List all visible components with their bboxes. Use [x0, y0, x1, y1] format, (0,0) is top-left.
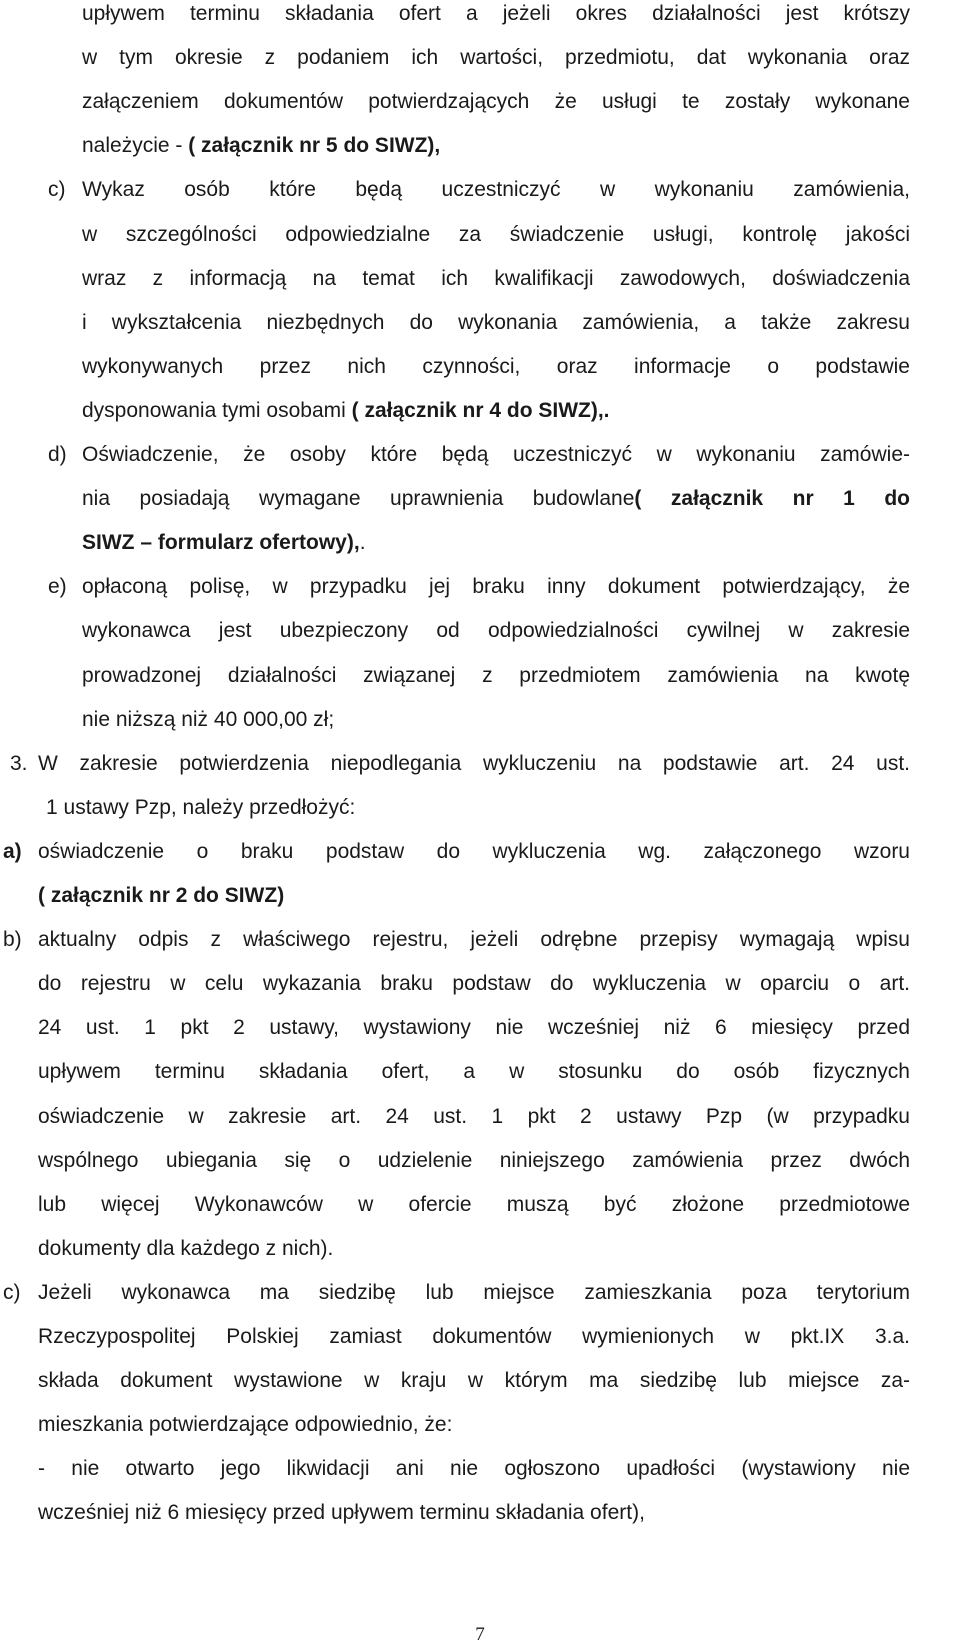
list-marker: a): [3, 840, 22, 863]
text-line: [82, 265, 910, 293]
text-line: [82, 485, 910, 513]
text-span: wcześniej niż 6 miesięcy przed upływem terminu składania ofert),: [38, 1501, 645, 1524]
text-line: [82, 662, 910, 690]
text-span: W zakresie potwierdzenia niepodlegania wykluczeniu na podstawie art. 24 ust.: [38, 752, 910, 775]
text-line: [38, 1014, 910, 1042]
text-span: aktualny odpis z właściwego rejestru, jeżeli odrębne przepisy wymagają wpisu: [38, 928, 910, 951]
text-line: [38, 750, 910, 778]
text-span: należycie -: [82, 134, 189, 157]
list-marker: c): [3, 1281, 21, 1304]
text-span: upływem terminu składania ofert a jeżeli okres działalności jest krótszy: [82, 2, 910, 25]
text-line: [38, 970, 910, 998]
text-span: Wykaz osób które będą uczestniczyć w wykonaniu zamówienia,: [82, 178, 910, 201]
text-span: oświadczenie o braku podstaw do wykluczenia wg. załączonego wzoru: [38, 840, 910, 863]
text-line: [38, 1367, 910, 1395]
text-line: [38, 1279, 910, 1307]
text-span: nia posiadają wymagane uprawnienia budowlane: [82, 487, 635, 510]
text-line: [38, 1058, 910, 1086]
text-line: [38, 1323, 910, 1351]
text-line: [82, 529, 366, 557]
text-span: w tym okresie z podaniem ich wartości, przedmiotu, dat wykonania oraz: [82, 46, 910, 69]
text-line: [38, 1103, 910, 1131]
text-line: [38, 1191, 910, 1219]
text-span: upływem terminu składania ofert, a w stosunku do osób fizycznych: [38, 1060, 910, 1083]
text-line: [82, 44, 910, 72]
text-span: - nie otwarto jego likwidacji ani nie ogłoszono upadłości (wystawiony nie: [38, 1457, 910, 1480]
text-span: 24 ust. 1 pkt 2 ustawy, wystawiony nie wcześniej niż 6 miesięcy przed: [38, 1016, 910, 1039]
list-marker: e): [48, 575, 67, 598]
text-span: opłaconą polisę, w przypadku jej braku inny dokument potwierdzający, że: [82, 575, 910, 598]
text-span: załączeniem dokumentów potwierdzających że usługi te zostały wykonane: [82, 90, 910, 113]
text-line: [82, 88, 910, 116]
bold-text: ( załącznik nr 5 do SIWZ),: [188, 134, 441, 157]
text-line: [38, 1455, 910, 1483]
text-span: 1 ustawy Pzp, należy przedłożyć:: [46, 796, 356, 819]
text-span: Oświadczenie, że osoby które będą uczestniczyć w wykonaniu zamówie-: [82, 443, 910, 466]
text-span: dokumenty dla każdego z nich).: [38, 1237, 334, 1260]
bold-text: ( załącznik nr 2 do SIWZ): [38, 884, 285, 907]
text-span: Jeżeli wykonawca ma siedzibę lub miejsce zamieszkania poza terytorium: [38, 1281, 910, 1304]
text-span: nie niższą niż 40 000,00 zł;: [82, 708, 335, 731]
list-marker: b): [3, 928, 22, 951]
text-line: [82, 617, 910, 645]
text-line: [82, 309, 910, 337]
text-span: do rejestru w celu wykazania braku podstaw do wykluczenia w oparciu o art.: [38, 972, 910, 995]
text-line: [38, 926, 910, 954]
text-span: .: [359, 531, 366, 554]
list-marker: d): [48, 443, 67, 466]
text-span: wspólnego ubiegania się o udzielenie niniejszego zamówienia przez dwóch: [38, 1149, 910, 1172]
text-span: mieszkania potwierdzające odpowiednio, że:: [38, 1413, 453, 1436]
text-line: [82, 221, 910, 249]
text-line: [38, 1499, 645, 1527]
text-span: wykonywanych przez nich czynności, oraz informacje o podstawie: [82, 355, 910, 378]
text-span: oświadczenie w zakresie art. 24 ust. 1 pkt 2 ustawy Pzp (w przypadku: [38, 1105, 910, 1128]
text-line: [38, 838, 910, 866]
bold-text: ( załącznik nr 1 do: [634, 487, 910, 510]
text-line: [82, 706, 334, 734]
text-line: [82, 573, 910, 601]
bold-text: ( załącznik nr 4 do SIWZ),.: [351, 399, 610, 422]
text-span: wraz z informacją na temat ich kwalifikacji zawodowych, doświadczenia: [82, 267, 910, 290]
text-span: dysponowania tymi osobami: [82, 399, 352, 422]
text-span: prowadzonej działalności związanej z przedmiotem zamówienia na kwotę: [82, 664, 910, 687]
text-span: składa dokument wystawione w kraju w którym ma siedzibę lub miejsce za-: [38, 1369, 910, 1392]
list-marker: 3.: [10, 752, 28, 775]
text-line: [82, 397, 610, 425]
text-line: [82, 132, 440, 160]
text-line: [38, 1235, 333, 1263]
text-span: i wykształcenia niezbędnych do wykonania zamówienia, a także zakresu: [82, 311, 910, 334]
list-marker: c): [48, 178, 66, 201]
text-line: [82, 176, 910, 204]
text-line: [82, 0, 910, 28]
text-span: wykonawca jest ubezpieczony od odpowiedzialności cywilnej w zakresie: [82, 619, 910, 642]
text-line: [38, 1411, 452, 1439]
text-line: [82, 353, 910, 381]
text-span: w szczególności odpowiedzialne za świadczenie usługi, kontrolę jakości: [82, 223, 910, 246]
page-number: 7: [475, 1624, 485, 1645]
text-line: [82, 441, 910, 469]
text-span: Rzeczypospolitej Polskiej zamiast dokumentów wymienionych w pkt.IX 3.a.: [38, 1325, 910, 1348]
text-span: lub więcej Wykonawców w ofercie muszą być złożone przedmiotowe: [38, 1193, 910, 1216]
text-line: [46, 794, 355, 822]
text-line: [38, 1147, 910, 1175]
bold-text: SIWZ – formularz ofertowy),: [82, 531, 360, 554]
text-line: [38, 882, 284, 910]
